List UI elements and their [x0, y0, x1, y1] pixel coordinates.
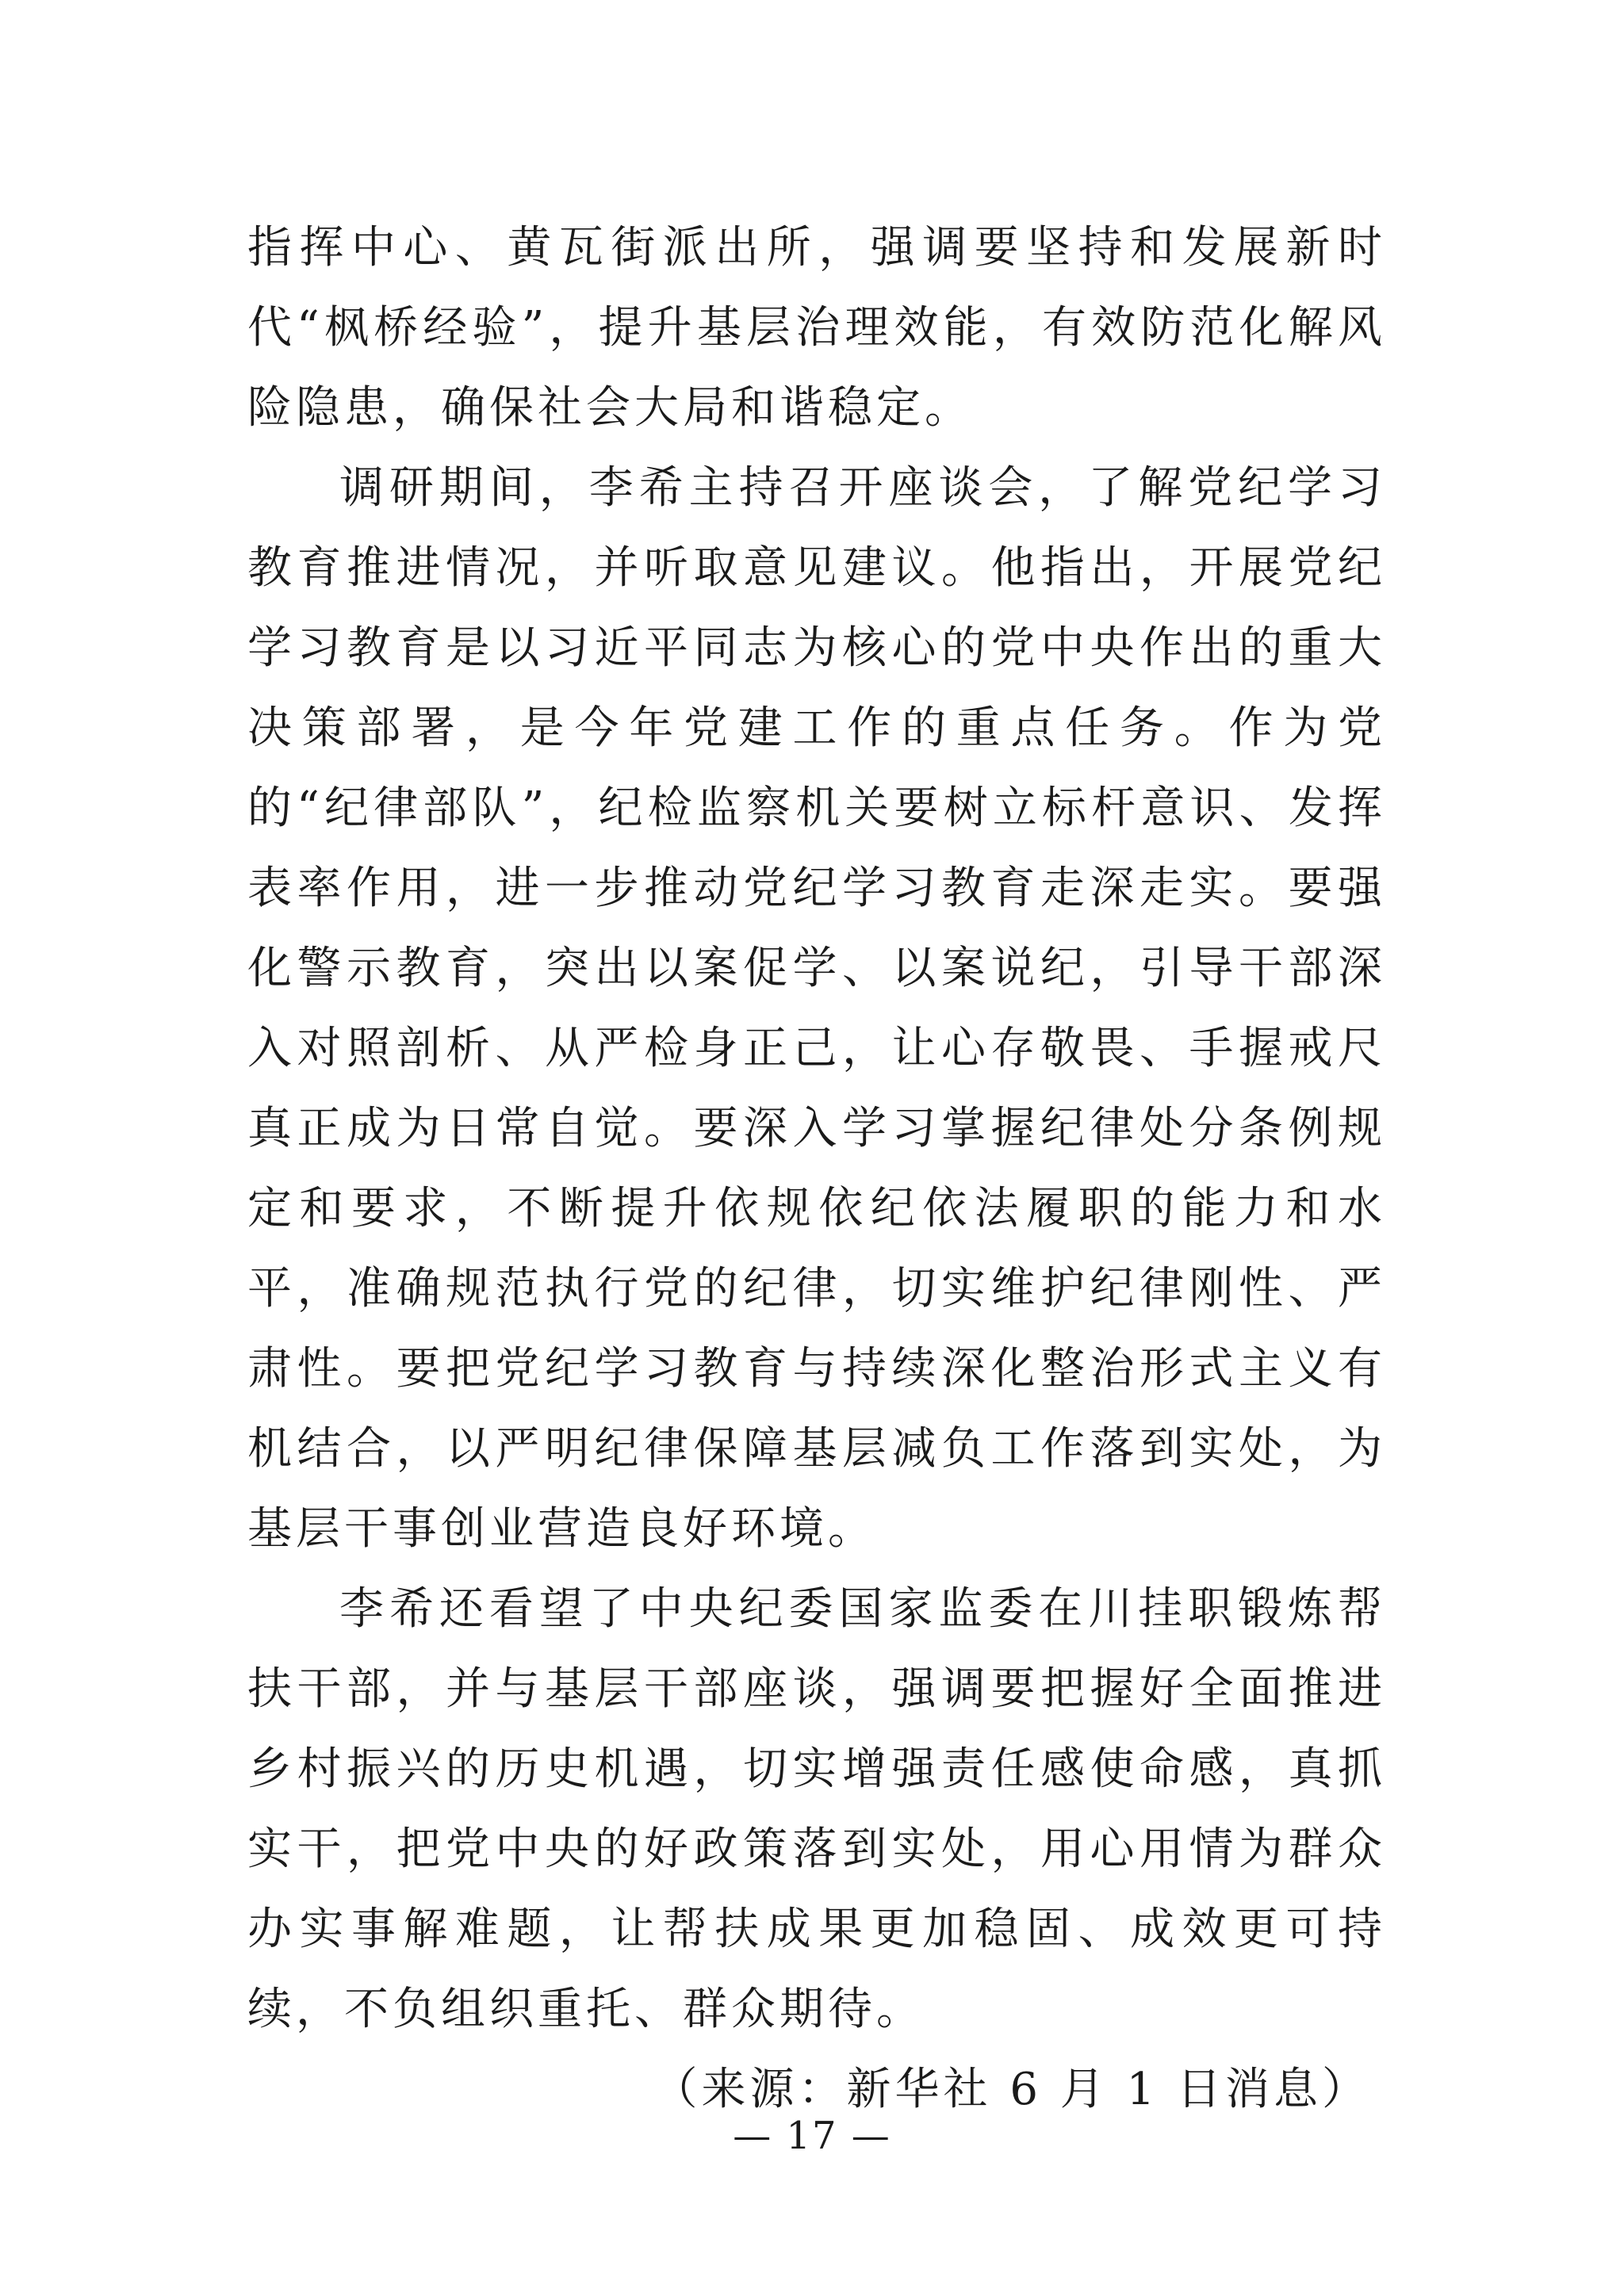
article-body: [247, 208, 1386, 2130]
source-attribution: （来源：新华社 6 月 1 日消息）: [653, 2064, 1370, 2115]
page-number: — 17 —: [733, 2114, 891, 2158]
paragraph-discussion: 调研期间，李希主持召开座谈会，了解党纪学习教育推进情况，并听取意见建议。他指出，开展党纪学习教育是以习近平同志为核心的党中央作出的重大决策部署，是今年党建工作的重点任务。作为党的“纪律部队”，纪检监察机关要树立标杆意识、发挥表率作用，进一步推动党纪学习教育走深走实。要强化警示教育，突出以案促学、以案说纪，引导干部深入对照剖析、从严检身正己，让心存敬畏、手握戒尺真正成为日常自觉。要深入学习掌握纪律处分条例规定和要求，不断提升依规依纪依法履职的能力和水平，准确规范执行党的纪律，切实维护纪律刚性、严肃性。要把党纪学习教育与持续深化整治形式主义有机结合，以严明纪律保障基层减负工作落到实处，为基层干事创业营造良好环境。: [247, 462, 1386, 1555]
paragraph-continuation: 指挥中心、黄瓦街派出所，强调要坚持和发展新时代“枫桥经验”，提升基层治理效能，有效防范化解风险隐患，确保社会大局和谐稳定。: [247, 222, 1386, 434]
paragraph-cadre-visit: 李希还看望了中央纪委国家监委在川挂职锻炼帮扶干部，并与基层干部座谈，强调要把握好全面推进乡村振兴的历史机遇，切实增强责任感使命感，真抓实干，把党中央的好政策落到实处，用心用情为群众办实事解难题，让帮扶成果更加稳固、成效更可持续，不负组织重托、群众期待。: [247, 1583, 1386, 2035]
